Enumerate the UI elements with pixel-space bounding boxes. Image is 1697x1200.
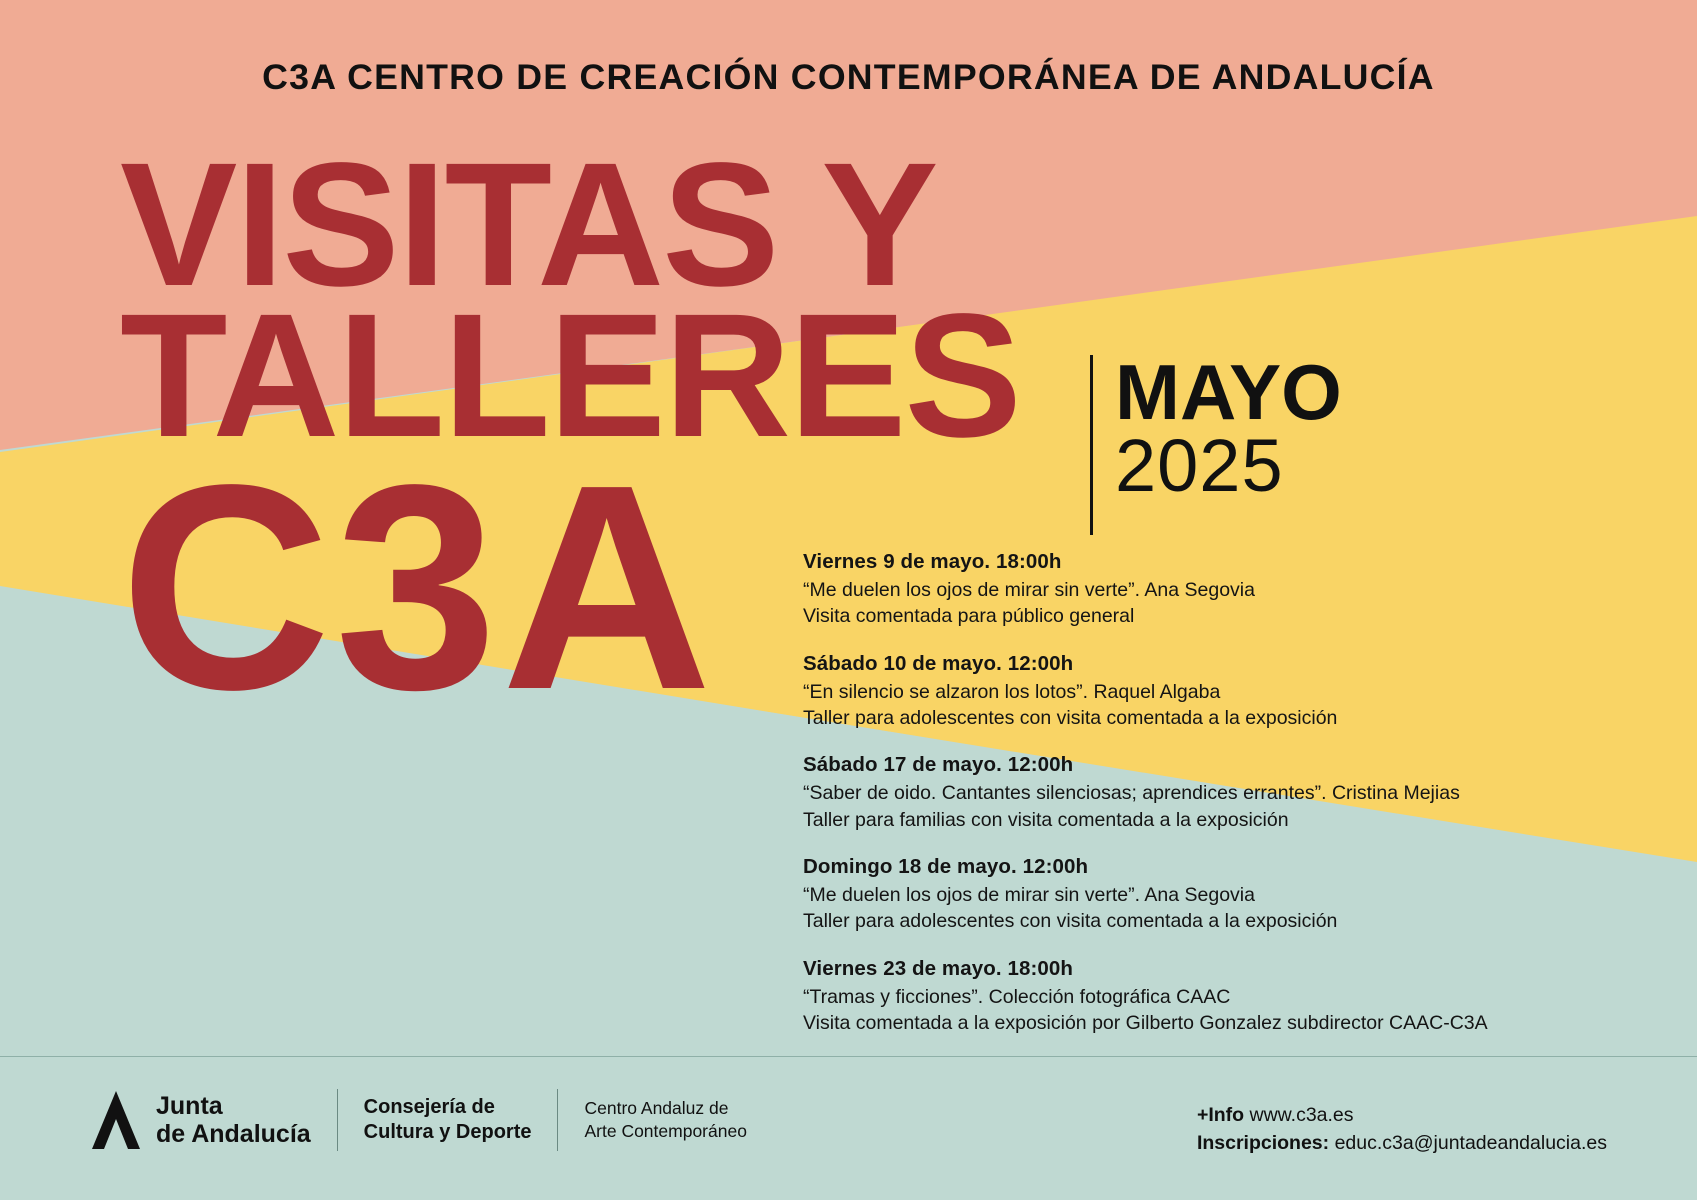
list-item (803, 652, 1663, 732)
list-item (803, 855, 1663, 935)
month-label: MAYO (1115, 348, 1342, 436)
junta-de-andalucia-logo (90, 1089, 311, 1151)
event-description: Visita comentada a la exposición por Gilberto Gonzalez subdirector CAAC-C3A (803, 1011, 1488, 1034)
event-date: Sábado 17 de mayo. 12:00h (803, 753, 1074, 777)
department-name (364, 1095, 532, 1145)
footer-logos (90, 1089, 747, 1151)
list-item (803, 550, 1663, 630)
title-line-2: TALLERES (120, 278, 1020, 475)
title-line-3: C3A (120, 423, 717, 750)
event-description: Taller para adolescentes con visita comentada a la exposición (803, 910, 1338, 933)
inscriptions-label: Inscripciones: (1196, 1132, 1330, 1155)
event-title: “Me duelen los ojos de mirar sin verte”. Ana Segovia (803, 579, 1255, 601)
event-title: “Saber de oido. Cantantes silenciosas; aprendices errantes”. Cristina Mejias (803, 782, 1460, 805)
junta-logo-line-1: Junta (156, 1092, 223, 1120)
event-date: Viernes 23 de mayo. 18:00h (803, 956, 1074, 980)
list-item (803, 753, 1663, 833)
contact-info (1197, 1101, 1607, 1158)
date-block (1090, 348, 1342, 535)
event-date: Sábado 10 de mayo. 12:00h (803, 651, 1074, 675)
list-item (803, 957, 1663, 1037)
info-row (1197, 1101, 1607, 1129)
events-list (803, 550, 1663, 1058)
info-label: +Info (1196, 1104, 1245, 1126)
center-line-2: Arte Contemporáneo (584, 1121, 747, 1141)
department-line-1: Consejería de (363, 1096, 495, 1118)
event-title: “En silencio se alzaron los lotos”. Raquel Algaba (803, 680, 1221, 703)
junta-logo-line-2: de Andalucía (156, 1120, 311, 1148)
footer-divider-1 (337, 1089, 338, 1151)
event-title: “Me duelen los ojos de mirar sin verte”. Ana Segovia (803, 883, 1255, 906)
event-date: Domingo 18 de mayo. 12:00h (803, 854, 1089, 878)
event-description: Taller para adolescentes con visita comentada a la exposición (803, 706, 1338, 729)
organization-header: C3A CENTRO DE CREACIÓN CONTEMPORÁNEA DE ANDALUCÍA (262, 58, 1435, 97)
year-label: 2025 (1115, 424, 1284, 508)
footer (0, 1056, 1697, 1200)
center-line-1: Centro Andaluz de (584, 1098, 729, 1119)
inscriptions-row (1197, 1129, 1607, 1157)
title-line-1: VISITAS Y (120, 127, 937, 323)
inscriptions-email[interactable]: educ.c3a@juntadeandalucia.es (1334, 1132, 1607, 1155)
footer-divider-2 (557, 1089, 558, 1151)
event-date: Viernes 9 de mayo. 18:00h (803, 550, 1062, 573)
event-description: Taller para familias con visita comentada a la exposición (803, 808, 1289, 831)
center-name (584, 1097, 746, 1143)
event-title: “Tramas y ficciones”. Colección fotográfica CAAC (803, 985, 1231, 1008)
junta-a-mark-icon (90, 1089, 144, 1151)
event-description: Visita comentada para público general (803, 605, 1135, 628)
department-line-2: Cultura y Deporte (363, 1121, 532, 1143)
junta-logo-text (156, 1092, 311, 1148)
info-website[interactable]: www.c3a.es (1249, 1104, 1354, 1126)
